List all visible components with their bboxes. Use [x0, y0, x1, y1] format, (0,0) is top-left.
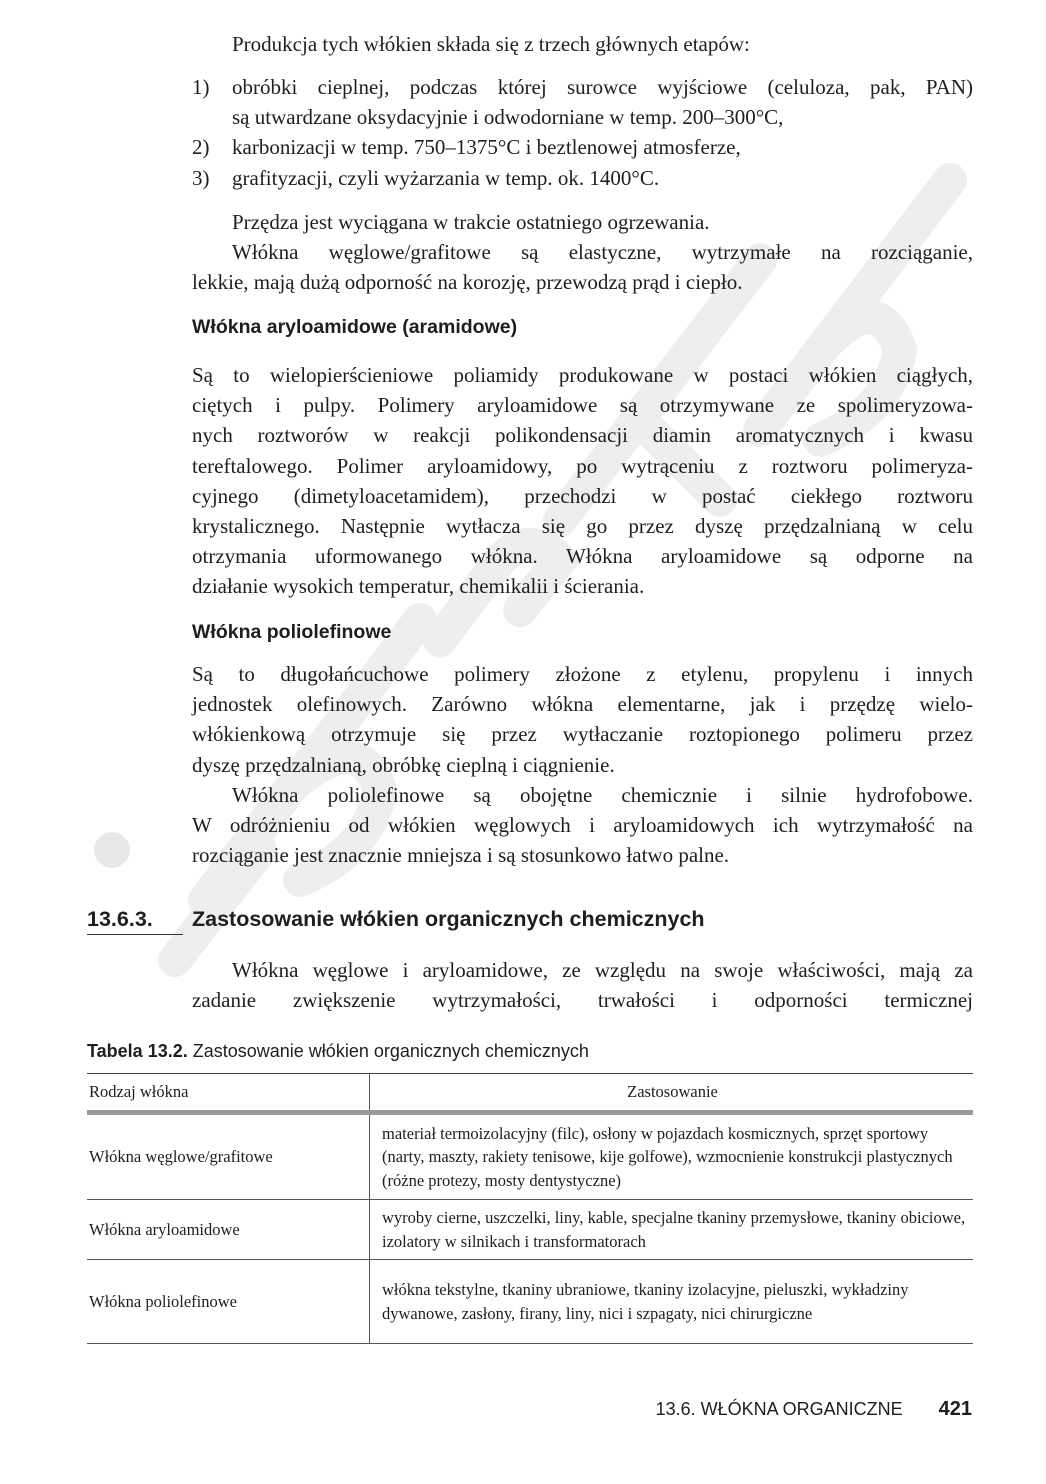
text-line: Włókna poliolefinowe są obojętne chemicznie i silnie hydrofobowe.	[232, 783, 973, 807]
text-line: Przędza jest wyciągana w trakcie ostatniego ogrzewania.	[232, 210, 710, 234]
table-row	[87, 1113, 973, 1200]
text-line: ciętych i pulpy. Polimery aryloamidowe są otrzymywane ze spolimeryzowa-	[192, 393, 973, 418]
table-header-row	[87, 1074, 973, 1113]
list-item-text: są utwardzane oksydacyjnie i odwodorniane w temp. 200–300°C,	[232, 105, 784, 130]
text-line: W odróżnieniu od włókien węglowych i aryloamidowych ich wytrzymałość na	[192, 813, 973, 838]
poliolefin-paragraph-2	[192, 780, 973, 871]
page-footer	[656, 1398, 972, 1421]
list-number: 2)	[192, 135, 210, 160]
przedza-paragraph	[192, 207, 973, 237]
text-line: Produkcja tych włókien składa się z trzech głównych etapów:	[232, 32, 750, 56]
section-title: Zastosowanie włókien organicznych chemicznych	[192, 907, 705, 931]
text-line: włókienkową otrzymuje się przez wytłaczanie roztopionego polimeru przez	[192, 722, 973, 747]
poliolefin-paragraph-1	[192, 659, 973, 780]
list-item-line	[192, 132, 973, 162]
application-paragraph	[192, 955, 973, 1015]
text-line: krystalicznego. Następnie wytłacza się go przez dyszę przędzalnianą w celu	[192, 514, 973, 539]
table-row	[87, 1260, 973, 1344]
watermark-dot	[94, 832, 130, 868]
applications-table	[87, 1073, 973, 1344]
aramid-paragraph	[192, 360, 973, 602]
section-number: 13.6.3.	[87, 907, 183, 935]
text-line: nych roztworów w reakcji polikondensacji diamin aromatycznych i kwasu	[192, 423, 973, 448]
fiber-type-cell: Włókna węglowe/grafitowe	[87, 1113, 370, 1200]
intro-paragraph	[192, 29, 973, 59]
application-cell: wyroby cierne, uszczelki, liny, kable, specjalne tkaniny przemysłowe, tkaniny obiciowe, izolatory w silnikach i transformatorach	[370, 1200, 974, 1260]
list-item-text: obróbki cieplnej, podczas której surowce wyjściowe (celuloza, pak, PAN)	[232, 75, 973, 99]
page-number: 421	[938, 1398, 972, 1420]
list-number: 1)	[192, 75, 210, 99]
table-caption-label: Tabela 13.2.	[87, 1041, 188, 1061]
list-item	[192, 163, 973, 193]
text-line: Włókna węglowe/grafitowe są elastyczne, wytrzymałe na rozciąganie,	[232, 240, 973, 264]
heading-aramid: Włókna aryloamidowe (aramidowe)	[192, 316, 518, 338]
list-item-line	[192, 102, 973, 132]
list-item	[192, 72, 973, 132]
steps-list	[192, 72, 973, 193]
list-item-line	[192, 163, 973, 193]
application-cell: włókna tekstylne, tkaniny ubraniowe, tkaniny izolacyjne, pieluszki, wykładziny dywanowe, zasłony, firany, liny, nici i szpagaty, nici chirurgiczne	[370, 1260, 974, 1344]
text-line: jednostek olefinowych. Zarówno włókna elementarne, jak i przędzę wielo-	[192, 692, 973, 717]
text-line: Włókna węglowe i aryloamidowe, ze względu na swoje właściwości, mają za	[232, 958, 973, 982]
text-line: Są to długołańcuchowe polimery złożone z etylenu, propylenu i innych	[192, 662, 973, 686]
table-caption	[87, 1041, 589, 1062]
carbon-properties-paragraph	[192, 237, 973, 297]
text-line: rozciąganie jest znacznie mniejsza i są stosunkowo łatwo palne.	[192, 843, 730, 868]
fiber-type-cell: Włókna aryloamidowe	[87, 1200, 370, 1260]
text-line: lekkie, mają dużą odporność na korozję, przewodzą prąd i ciepło.	[192, 270, 743, 295]
list-item-text: grafityzacji, czyli wyżarzania w temp. ok. 1400°C.	[232, 165, 660, 190]
table-row	[87, 1200, 973, 1260]
header-application: Zastosowanie	[370, 1074, 974, 1113]
text-line: otrzymania uformowanego włókna. Włókna aryloamidowe są odporne na	[192, 544, 973, 569]
running-head: 13.6. WŁÓKNA ORGANICZNE	[655, 1399, 903, 1419]
text-line: Są to wielopierścieniowe poliamidy produkowane w postaci włókien ciągłych,	[192, 363, 973, 387]
text-line: działanie wysokich temperatur, chemikalii i ścierania.	[192, 574, 645, 599]
header-fiber-type: Rodzaj włókna	[87, 1074, 370, 1113]
table-caption-text: Zastosowanie włókien organicznych chemicznych	[192, 1041, 589, 1061]
list-item-text: karbonizacji w temp. 750–1375°C i beztlenowej atmosferze,	[232, 135, 741, 160]
fiber-type-cell: Włókna poliolefinowe	[87, 1260, 370, 1344]
list-number: 3)	[192, 165, 210, 190]
text-line: tereftalowego. Polimer aryloamidowy, po wytrąceniu z roztworu polimeryza-	[192, 453, 973, 478]
application-cell: materiał termoizolacyjny (filc), osłony w pojazdach kosmicznych, sprzęt sportowy (narty, maszty, rakiety tenisowe, kije golfowe), wzmocnienie konstrukcji plastycznych (różne protezy, mosty dentystyczne)	[370, 1113, 974, 1200]
text-line: cyjnego (dimetyloacetamidem), przechodzi w postać ciekłego roztworu	[192, 483, 973, 508]
heading-poliolefin: Włókna poliolefinowe	[192, 621, 392, 643]
text-line: zadanie zwiększenie wytrzymałości, trwałości i odporności termicznej	[192, 988, 973, 1013]
text-line: dyszę przędzalnianą, obróbkę cieplną i ciągnienie.	[192, 752, 615, 777]
list-item-line	[192, 72, 973, 102]
list-item	[192, 132, 973, 162]
